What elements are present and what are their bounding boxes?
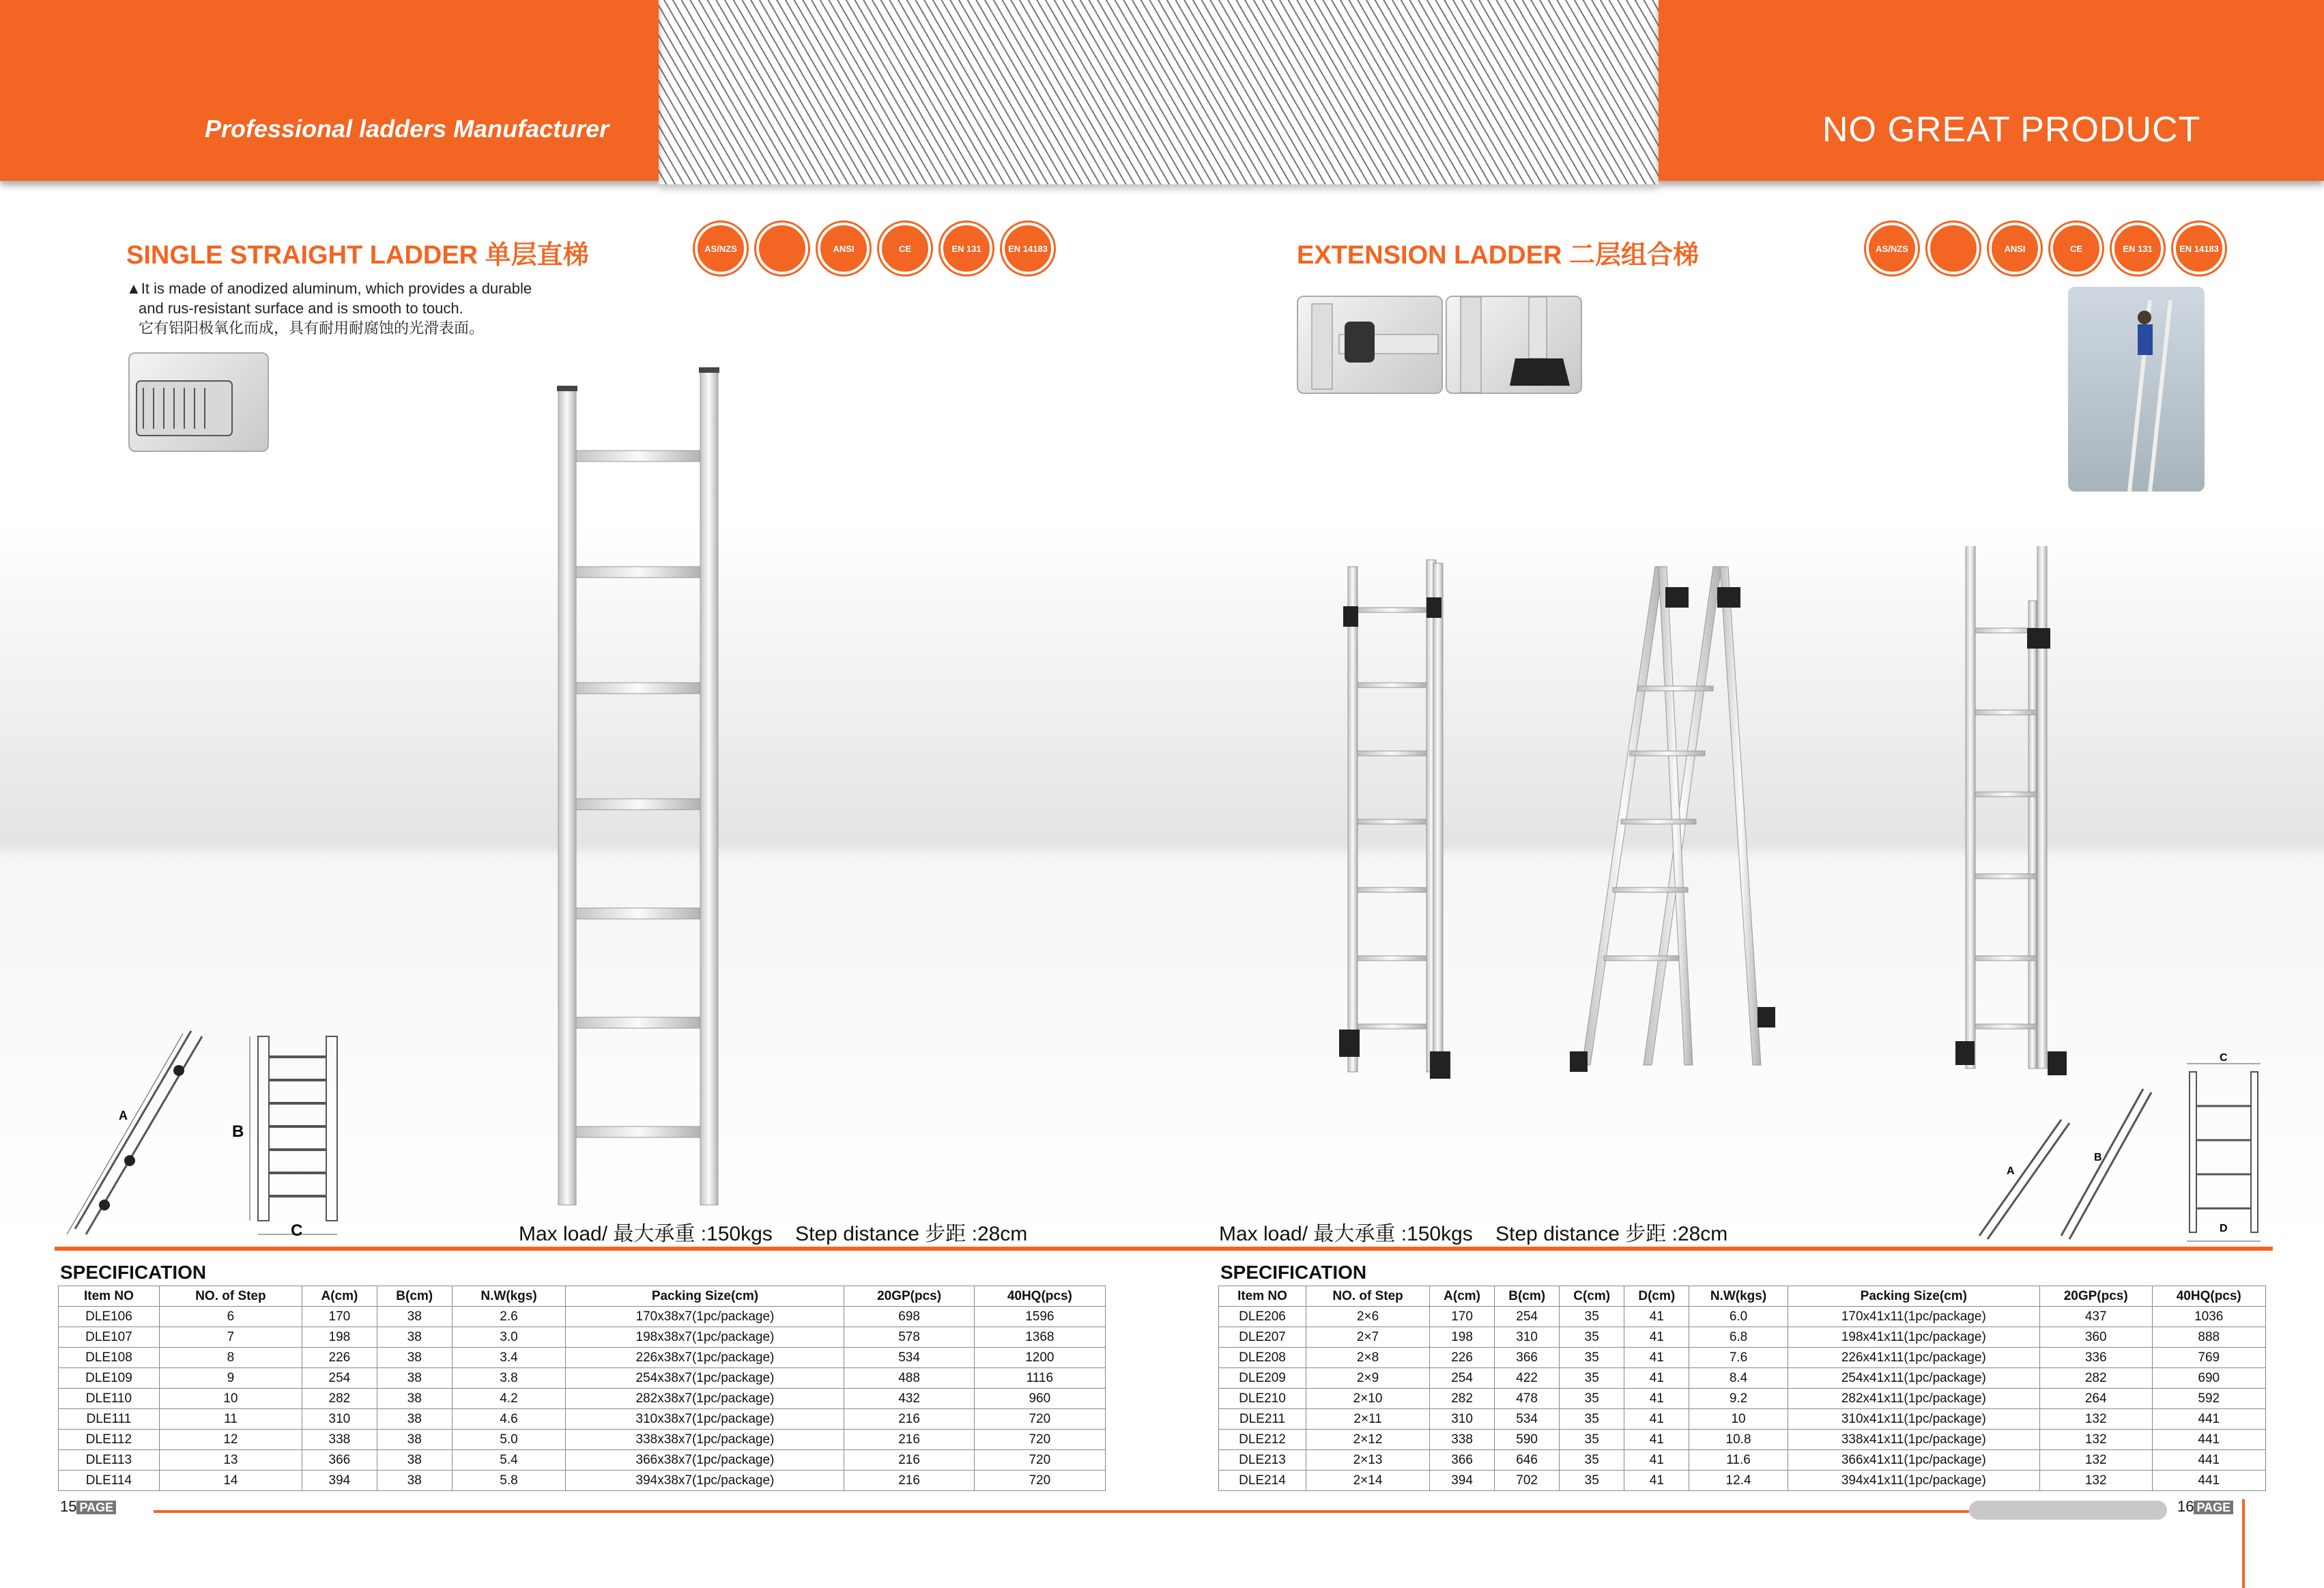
foot-detail-photo bbox=[1446, 296, 1582, 394]
table-cell: 254x38x7(1pc/package) bbox=[566, 1368, 844, 1389]
table-cell: 35 bbox=[1560, 1430, 1624, 1450]
table-cell: 41 bbox=[1624, 1348, 1689, 1368]
table-cell: 132 bbox=[2039, 1471, 2152, 1491]
table-cell: 170 bbox=[1430, 1307, 1495, 1327]
table-cell: 2×10 bbox=[1306, 1389, 1430, 1409]
table-cell: DLE210 bbox=[1219, 1389, 1306, 1409]
cert-badge: EN 131 bbox=[941, 223, 992, 274]
table-cell: 1368 bbox=[974, 1327, 1105, 1348]
table-row bbox=[59, 1450, 1106, 1471]
table-cell: 170 bbox=[302, 1307, 377, 1327]
table-cell: 132 bbox=[2039, 1450, 2152, 1471]
table-row bbox=[59, 1368, 1106, 1389]
table-cell: 338x41x11(1pc/package) bbox=[1788, 1430, 2039, 1450]
table-cell: 432 bbox=[844, 1389, 974, 1409]
table-cell: 38 bbox=[377, 1450, 452, 1471]
table-cell: 8 bbox=[159, 1348, 302, 1368]
table-cell: 41 bbox=[1624, 1409, 1689, 1430]
column-header: 20GP(pcs) bbox=[2039, 1286, 2152, 1307]
table-row bbox=[59, 1471, 1106, 1491]
cert-badge: CE bbox=[879, 223, 931, 274]
table-cell: 366 bbox=[1495, 1348, 1560, 1368]
table-cell: 38 bbox=[377, 1409, 452, 1430]
table-cell: DLE112 bbox=[59, 1430, 160, 1450]
page-number-right bbox=[2177, 1498, 2233, 1516]
table-cell: 7 bbox=[159, 1327, 302, 1348]
table-cell: 1036 bbox=[2152, 1307, 2266, 1327]
single-ladder-spec-table bbox=[58, 1286, 1106, 1491]
dim-label-a: A bbox=[2007, 1165, 2015, 1177]
header-tagline: Professional ladders Manufacturer bbox=[205, 115, 609, 143]
cert-badge: EN 131 bbox=[2112, 223, 2164, 274]
table-cell: 488 bbox=[844, 1368, 974, 1389]
table-cell: DLE206 bbox=[1219, 1307, 1306, 1327]
table-cell: 720 bbox=[974, 1471, 1105, 1491]
table-cell: 360 bbox=[2039, 1327, 2152, 1348]
table-cell: 1596 bbox=[974, 1307, 1105, 1327]
table-header-row bbox=[1219, 1286, 2266, 1307]
table-cell: DLE110 bbox=[59, 1389, 160, 1409]
column-header: NO. of Step bbox=[1306, 1286, 1430, 1307]
table-cell: 422 bbox=[1495, 1368, 1560, 1389]
page-number: 15 bbox=[60, 1498, 77, 1515]
table-cell: 366x41x11(1pc/package) bbox=[1788, 1450, 2039, 1471]
dim-label-c: C bbox=[2220, 1052, 2228, 1064]
table-cell: 720 bbox=[974, 1409, 1105, 1430]
table-cell: 35 bbox=[1560, 1327, 1624, 1348]
table-cell: 366 bbox=[302, 1450, 377, 1471]
table-cell: 310x38x7(1pc/package) bbox=[566, 1409, 844, 1430]
header-slogan: NO GREAT PRODUCT bbox=[1822, 110, 2201, 150]
table-cell: 38 bbox=[377, 1307, 452, 1327]
table-cell: 9 bbox=[159, 1368, 302, 1389]
table-cell: DLE106 bbox=[59, 1307, 160, 1327]
table-row bbox=[59, 1307, 1106, 1327]
cert-badge: ANSI bbox=[1989, 223, 2041, 274]
table-cell: 132 bbox=[2039, 1430, 2152, 1450]
header-right-band bbox=[1659, 0, 2324, 181]
table-cell: 41 bbox=[1624, 1389, 1689, 1409]
table-cell: 4.2 bbox=[452, 1389, 566, 1409]
table-cell: 282 bbox=[302, 1389, 377, 1409]
table-cell: 646 bbox=[1495, 1450, 1560, 1471]
table-cell: 38 bbox=[377, 1471, 452, 1491]
table-row bbox=[59, 1430, 1106, 1450]
table-cell: 534 bbox=[844, 1348, 974, 1368]
table-cell: 216 bbox=[844, 1450, 974, 1471]
table-cell: 1200 bbox=[974, 1348, 1105, 1368]
dim-label-d: D bbox=[2220, 1223, 2228, 1234]
table-cell: 702 bbox=[1495, 1471, 1560, 1491]
table-cell: 2×11 bbox=[1306, 1409, 1430, 1430]
table-cell: 338x38x7(1pc/package) bbox=[566, 1430, 844, 1450]
cert-badge bbox=[1927, 223, 1979, 274]
table-cell: 254 bbox=[302, 1368, 377, 1389]
table-cell: 226 bbox=[302, 1348, 377, 1368]
extension-ladders-image bbox=[1310, 546, 2102, 1092]
extension-ladder-title: EXTENSION LADDER 二层组合梯 bbox=[1297, 241, 1699, 270]
table-cell: 41 bbox=[1624, 1368, 1689, 1389]
table-cell: 366 bbox=[1430, 1450, 1495, 1471]
table-cell: 5.0 bbox=[452, 1430, 566, 1450]
table-cell: 441 bbox=[2152, 1409, 2266, 1430]
table-cell: 2×13 bbox=[1306, 1450, 1430, 1471]
table-row bbox=[1219, 1471, 2266, 1491]
spec-divider bbox=[55, 1247, 2273, 1251]
cert-badge: EN 14183 bbox=[1002, 223, 1054, 274]
table-cell: 437 bbox=[2039, 1307, 2152, 1327]
table-row bbox=[1219, 1409, 2266, 1430]
table-cell: 9.2 bbox=[1689, 1389, 1788, 1409]
single-ladder-title: SINGLE STRAIGHT LADDER 单层直梯 bbox=[126, 241, 589, 270]
table-cell: 254x41x11(1pc/package) bbox=[1788, 1368, 2039, 1389]
single-ladder-caption: Max load/ 最大承重 :150kgs Step distance 步距 :28cm bbox=[519, 1223, 1028, 1245]
dim-label-b: B bbox=[2094, 1152, 2102, 1163]
table-cell: 6.8 bbox=[1689, 1327, 1788, 1348]
table-cell: 2×6 bbox=[1306, 1307, 1430, 1327]
table-row bbox=[59, 1348, 1106, 1368]
table-cell: 198 bbox=[302, 1327, 377, 1348]
table-cell: DLE208 bbox=[1219, 1348, 1306, 1368]
column-header: A(cm) bbox=[1430, 1286, 1495, 1307]
left-spec-title: SPECIFICATION bbox=[60, 1262, 207, 1283]
table-cell: 592 bbox=[2152, 1389, 2266, 1409]
table-cell: 394x38x7(1pc/package) bbox=[566, 1471, 844, 1491]
table-row bbox=[1219, 1389, 2266, 1409]
product-description bbox=[126, 279, 532, 338]
table-cell: DLE109 bbox=[59, 1368, 160, 1389]
table-cell: 4.6 bbox=[452, 1409, 566, 1430]
table-cell: 254 bbox=[1495, 1307, 1560, 1327]
table-cell: 35 bbox=[1560, 1348, 1624, 1368]
table-cell: DLE111 bbox=[59, 1409, 160, 1430]
table-cell: 282 bbox=[2039, 1368, 2152, 1389]
column-header: N.W(kgs) bbox=[452, 1286, 566, 1307]
table-cell: 960 bbox=[974, 1389, 1105, 1409]
table-cell: 282x38x7(1pc/package) bbox=[566, 1389, 844, 1409]
table-cell: 35 bbox=[1560, 1307, 1624, 1327]
table-cell: DLE113 bbox=[59, 1450, 160, 1471]
table-cell: 11 bbox=[159, 1409, 302, 1430]
table-cell: 2.6 bbox=[452, 1307, 566, 1327]
table-cell: 132 bbox=[2039, 1409, 2152, 1430]
table-cell: 5.8 bbox=[452, 1471, 566, 1491]
dim-label-b: B bbox=[232, 1122, 244, 1141]
footer-line bbox=[154, 1510, 1969, 1513]
cert-badge: EN 14183 bbox=[2173, 223, 2225, 274]
table-cell: 578 bbox=[844, 1327, 974, 1348]
table-cell: 216 bbox=[844, 1471, 974, 1491]
table-row bbox=[59, 1409, 1106, 1430]
single-ladder-dimension-diagram bbox=[61, 1017, 348, 1249]
header-pattern bbox=[659, 0, 1659, 184]
table-cell: 336 bbox=[2039, 1348, 2152, 1368]
column-header: Item NO bbox=[59, 1286, 160, 1307]
cert-badge: AS/NZS bbox=[1866, 223, 1918, 274]
table-cell: DLE214 bbox=[1219, 1471, 1306, 1491]
header-left-band bbox=[0, 0, 659, 181]
table-cell: 888 bbox=[2152, 1327, 2266, 1348]
table-cell: 441 bbox=[2152, 1430, 2266, 1450]
table-cell: 7.6 bbox=[1689, 1348, 1788, 1368]
table-cell: 394 bbox=[302, 1471, 377, 1491]
table-row bbox=[59, 1327, 1106, 1348]
table-cell: 216 bbox=[844, 1409, 974, 1430]
table-cell: 394 bbox=[1430, 1471, 1495, 1491]
table-cell: DLE211 bbox=[1219, 1409, 1306, 1430]
profile-detail-photo bbox=[128, 352, 269, 452]
table-cell: 394x41x11(1pc/package) bbox=[1788, 1471, 2039, 1491]
footer-pill bbox=[1969, 1501, 2167, 1520]
table-cell: 10.8 bbox=[1689, 1430, 1788, 1450]
page-label: PAGE bbox=[76, 1501, 116, 1514]
column-header: NO. of Step bbox=[159, 1286, 302, 1307]
table-cell: 441 bbox=[2152, 1471, 2266, 1491]
table-cell: 10 bbox=[1689, 1409, 1788, 1430]
table-cell: 198 bbox=[1430, 1327, 1495, 1348]
table-cell: 38 bbox=[377, 1348, 452, 1368]
column-header: 40HQ(pcs) bbox=[2152, 1286, 2266, 1307]
table-cell: 41 bbox=[1624, 1471, 1689, 1491]
table-cell: 35 bbox=[1560, 1389, 1624, 1409]
column-header: C(cm) bbox=[1560, 1286, 1624, 1307]
table-cell: 170x41x11(1pc/package) bbox=[1788, 1307, 2039, 1327]
table-cell: 226 bbox=[1430, 1348, 1495, 1368]
table-cell: 282x41x11(1pc/package) bbox=[1788, 1389, 2039, 1409]
column-header: D(cm) bbox=[1624, 1286, 1689, 1307]
table-cell: 2×12 bbox=[1306, 1430, 1430, 1450]
table-cell: 8.4 bbox=[1689, 1368, 1788, 1389]
table-cell: 310 bbox=[302, 1409, 377, 1430]
column-header: B(cm) bbox=[1495, 1286, 1560, 1307]
table-cell: 698 bbox=[844, 1307, 974, 1327]
table-cell: 41 bbox=[1624, 1450, 1689, 1471]
column-header: 20GP(pcs) bbox=[844, 1286, 974, 1307]
left-cert-badges bbox=[695, 223, 1054, 274]
table-cell: 478 bbox=[1495, 1389, 1560, 1409]
table-cell: 226x41x11(1pc/package) bbox=[1788, 1348, 2039, 1368]
description-line: and rus-resistant surface and is smooth to touch. bbox=[139, 300, 463, 317]
table-cell: 310x41x11(1pc/package) bbox=[1788, 1409, 2039, 1430]
column-header: Item NO bbox=[1219, 1286, 1306, 1307]
table-cell: 264 bbox=[2039, 1389, 2152, 1409]
table-cell: 720 bbox=[974, 1450, 1105, 1471]
table-cell: 3.8 bbox=[452, 1368, 566, 1389]
table-cell: 198x38x7(1pc/package) bbox=[566, 1327, 844, 1348]
column-header: Packing Size(cm) bbox=[1788, 1286, 2039, 1307]
table-cell: 2×9 bbox=[1306, 1368, 1430, 1389]
table-cell: 226x38x7(1pc/package) bbox=[566, 1348, 844, 1368]
table-cell: 35 bbox=[1560, 1409, 1624, 1430]
usage-photo bbox=[2068, 287, 2205, 492]
table-cell: 41 bbox=[1624, 1307, 1689, 1327]
table-cell: 3.4 bbox=[452, 1348, 566, 1368]
table-cell: DLE209 bbox=[1219, 1368, 1306, 1389]
table-cell: 38 bbox=[377, 1389, 452, 1409]
table-cell: 338 bbox=[302, 1430, 377, 1450]
dim-label-a: A bbox=[119, 1109, 128, 1122]
table-cell: 310 bbox=[1430, 1409, 1495, 1430]
table-cell: 38 bbox=[377, 1430, 452, 1450]
column-header: Packing Size(cm) bbox=[566, 1286, 844, 1307]
table-cell: 216 bbox=[844, 1430, 974, 1450]
table-cell: 338 bbox=[1430, 1430, 1495, 1450]
cert-badge: AS/NZS bbox=[695, 223, 747, 274]
table-cell: 5.4 bbox=[452, 1450, 566, 1471]
table-cell: 282 bbox=[1430, 1389, 1495, 1409]
table-cell: 690 bbox=[2152, 1368, 2266, 1389]
table-cell: 254 bbox=[1430, 1368, 1495, 1389]
table-cell: 35 bbox=[1560, 1450, 1624, 1471]
right-spec-title: SPECIFICATION bbox=[1220, 1262, 1367, 1283]
table-row bbox=[1219, 1450, 2266, 1471]
table-cell: 12 bbox=[159, 1430, 302, 1450]
table-row bbox=[1219, 1368, 2266, 1389]
extension-ladder-spec-table bbox=[1218, 1286, 2266, 1491]
table-row bbox=[1219, 1307, 2266, 1327]
right-cert-badges bbox=[1866, 223, 2225, 274]
extension-ladder-dimension-diagram bbox=[1966, 1051, 2266, 1249]
table-cell: 10 bbox=[159, 1389, 302, 1409]
cert-badge: CE bbox=[2050, 223, 2102, 274]
table-cell: 170x38x7(1pc/package) bbox=[566, 1307, 844, 1327]
table-cell: 13 bbox=[159, 1450, 302, 1471]
table-cell: 41 bbox=[1624, 1430, 1689, 1450]
hinge-detail-photo bbox=[1297, 296, 1443, 394]
table-cell: 720 bbox=[974, 1430, 1105, 1450]
page-number: 16 bbox=[2177, 1498, 2194, 1515]
table-cell: 198x41x11(1pc/package) bbox=[1788, 1327, 2039, 1348]
table-cell: 590 bbox=[1495, 1430, 1560, 1450]
table-cell: 2×7 bbox=[1306, 1327, 1430, 1348]
table-cell: DLE107 bbox=[59, 1327, 160, 1348]
table-cell: 2×8 bbox=[1306, 1348, 1430, 1368]
table-cell: 38 bbox=[377, 1368, 452, 1389]
table-row bbox=[1219, 1430, 2266, 1450]
table-cell: 35 bbox=[1560, 1368, 1624, 1389]
table-header-row bbox=[59, 1286, 1106, 1307]
column-header: 40HQ(pcs) bbox=[974, 1286, 1105, 1307]
table-cell: 12.4 bbox=[1689, 1471, 1788, 1491]
edge-marker bbox=[2242, 1499, 2245, 1588]
table-row bbox=[59, 1389, 1106, 1409]
table-cell: 35 bbox=[1560, 1471, 1624, 1491]
cert-badge: ANSI bbox=[818, 223, 870, 274]
column-header: N.W(kgs) bbox=[1689, 1286, 1788, 1307]
table-cell: 3.0 bbox=[452, 1327, 566, 1348]
table-cell: 38 bbox=[377, 1327, 452, 1348]
page-label: PAGE bbox=[2194, 1501, 2233, 1514]
table-cell: 534 bbox=[1495, 1409, 1560, 1430]
table-cell: 2×14 bbox=[1306, 1471, 1430, 1491]
table-row bbox=[1219, 1327, 2266, 1348]
column-header: B(cm) bbox=[377, 1286, 452, 1307]
single-ladder-image bbox=[546, 365, 737, 1208]
description-line: 它有铝阳极氧化而成，具有耐用耐腐蚀的光滑表面。 bbox=[139, 320, 485, 337]
page-number-left bbox=[60, 1498, 116, 1516]
table-cell: 769 bbox=[2152, 1348, 2266, 1368]
table-cell: 366x38x7(1pc/package) bbox=[566, 1450, 844, 1471]
table-cell: DLE108 bbox=[59, 1348, 160, 1368]
table-cell: DLE213 bbox=[1219, 1450, 1306, 1471]
cert-badge bbox=[756, 223, 808, 274]
table-cell: DLE114 bbox=[59, 1471, 160, 1491]
dim-label-c: C bbox=[291, 1221, 303, 1240]
table-cell: 1116 bbox=[974, 1368, 1105, 1389]
table-cell: DLE212 bbox=[1219, 1430, 1306, 1450]
table-cell: DLE207 bbox=[1219, 1327, 1306, 1348]
column-header: A(cm) bbox=[302, 1286, 377, 1307]
table-cell: 11.6 bbox=[1689, 1450, 1788, 1471]
table-cell: 441 bbox=[2152, 1450, 2266, 1471]
table-row bbox=[1219, 1348, 2266, 1368]
description-line: ▲It is made of anodized aluminum, which provides a durable bbox=[126, 280, 532, 297]
table-cell: 6.0 bbox=[1689, 1307, 1788, 1327]
table-cell: 14 bbox=[159, 1471, 302, 1491]
table-cell: 41 bbox=[1624, 1327, 1689, 1348]
table-cell: 6 bbox=[159, 1307, 302, 1327]
table-cell: 310 bbox=[1495, 1327, 1560, 1348]
extension-ladder-caption: Max load/ 最大承重 :150kgs Step distance 步距 :28cm bbox=[1219, 1223, 1728, 1245]
